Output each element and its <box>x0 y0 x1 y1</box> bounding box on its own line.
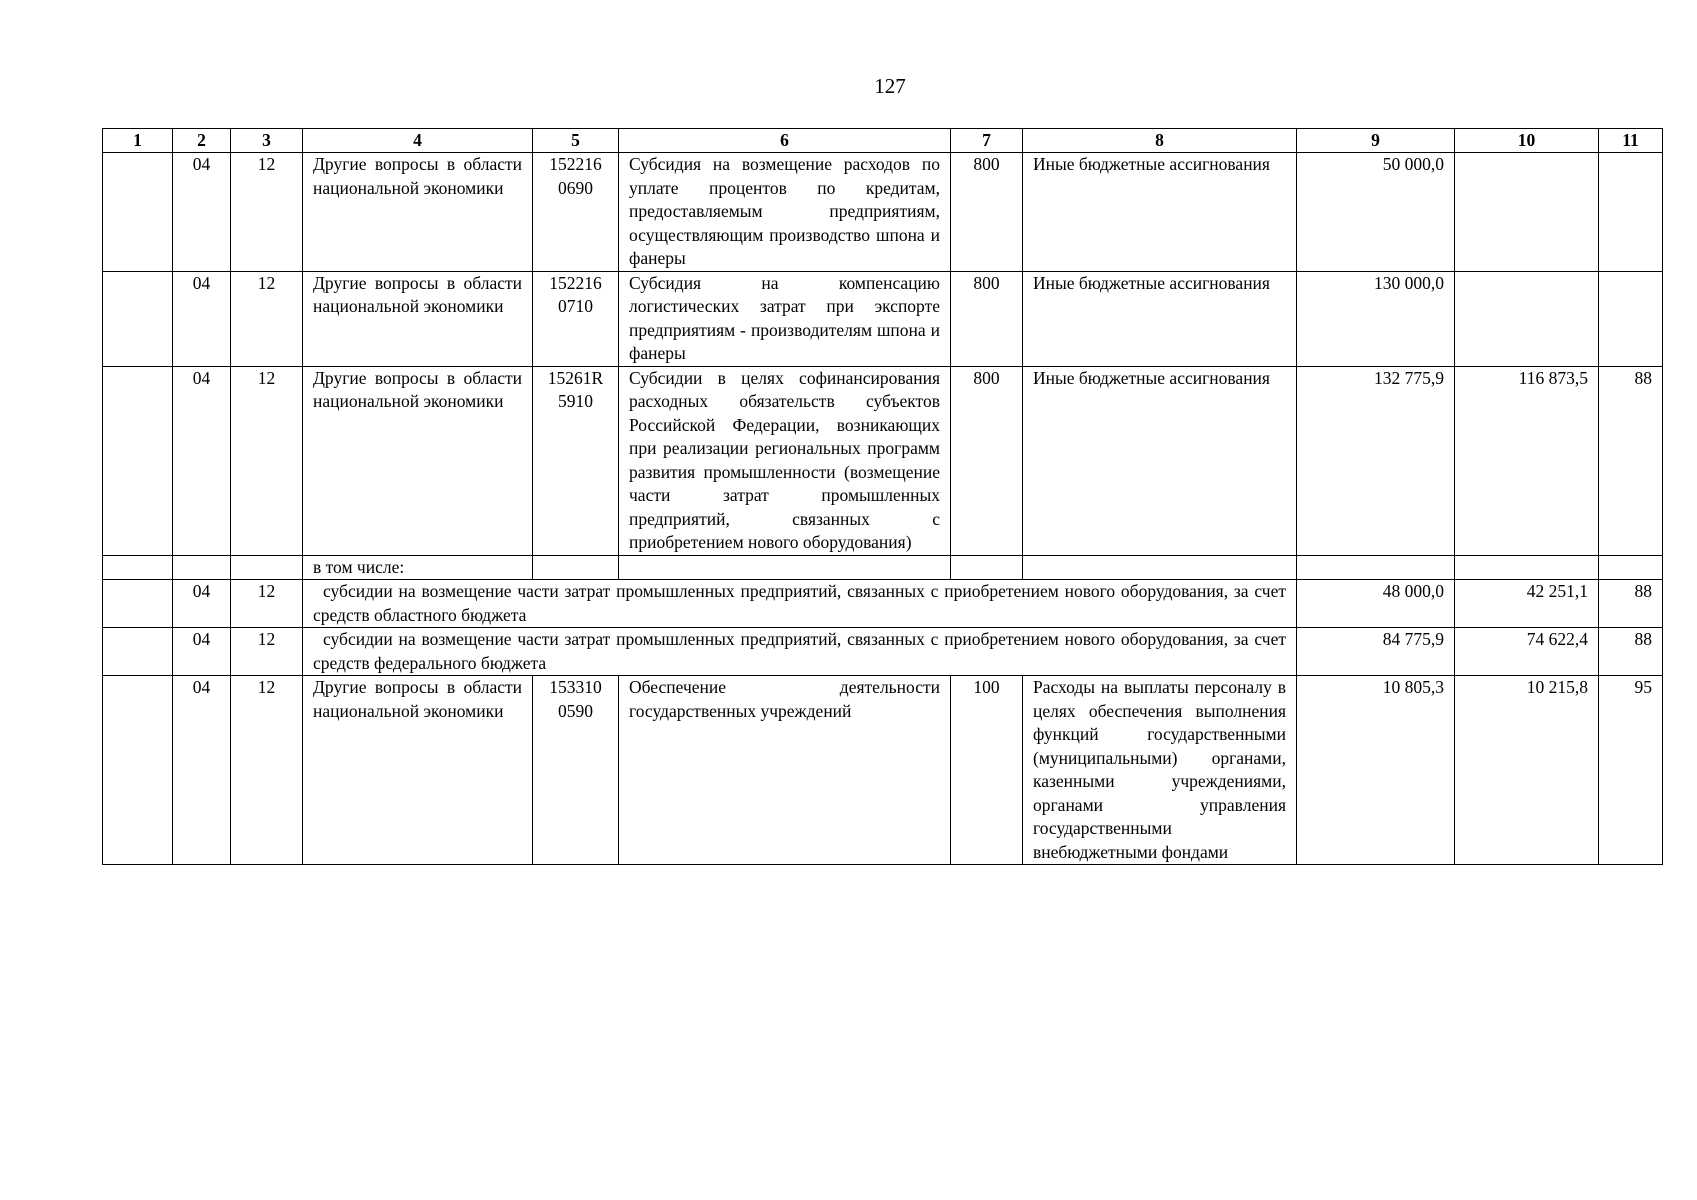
section-code: 04 <box>173 628 231 676</box>
section-code: 04 <box>173 271 231 366</box>
sub-row-text: субсидии на возмещение части затрат промышленных предприятий, связанных с приобретением нового оборудования, за счет средств областного бюджета <box>303 580 1297 628</box>
planned-amount: 132 775,9 <box>1297 366 1455 555</box>
actual-amount: 116 873,5 <box>1455 366 1599 555</box>
section-code: 04 <box>173 676 231 865</box>
col-header: 7 <box>951 129 1023 153</box>
section-name: Другие вопросы в области национальной экономики <box>303 676 533 865</box>
expense-name: Субсидии в целях софинансирования расходных обязательств субъектов Российской Федерации, возникающих при реализации региональных программ развития промышленности (возмещение части затрат промышленных предприятий, связанных с приобретением нового оборудования) <box>619 366 951 555</box>
budget-table <box>102 128 1663 865</box>
expense-type-name: Иные бюджетные ассигнования <box>1023 153 1297 272</box>
col-header: 2 <box>173 129 231 153</box>
section-name: Другие вопросы в области национальной экономики <box>303 271 533 366</box>
planned-amount: 50 000,0 <box>1297 153 1455 272</box>
subsection-code: 12 <box>231 676 303 865</box>
section-name: Другие вопросы в области национальной экономики <box>303 153 533 272</box>
section-code: 04 <box>173 580 231 628</box>
expense-type-code: 800 <box>951 153 1023 272</box>
subsection-code: 12 <box>231 153 303 272</box>
percent-executed: 88 <box>1599 580 1663 628</box>
planned-amount: 130 000,0 <box>1297 271 1455 366</box>
subsection-code: 12 <box>231 271 303 366</box>
target-code: 152216 0710 <box>533 271 619 366</box>
target-code: 15261R 5910 <box>533 366 619 555</box>
col-header: 6 <box>619 129 951 153</box>
col-header: 10 <box>1455 129 1599 153</box>
expense-type-code: 800 <box>951 271 1023 366</box>
sub-row <box>103 628 1663 676</box>
expense-type-name: Иные бюджетные ассигнования <box>1023 366 1297 555</box>
target-code: 152216 0690 <box>533 153 619 272</box>
planned-amount: 48 000,0 <box>1297 580 1455 628</box>
table-row <box>103 366 1663 555</box>
including-row <box>103 555 1663 580</box>
section-code: 04 <box>173 153 231 272</box>
percent-executed: 88 <box>1599 366 1663 555</box>
header-row <box>103 129 1663 153</box>
percent-executed: 88 <box>1599 628 1663 676</box>
section-code: 04 <box>173 366 231 555</box>
expense-type-name: Иные бюджетные ассигнования <box>1023 271 1297 366</box>
expense-type-code: 100 <box>951 676 1023 865</box>
col-header: 1 <box>103 129 173 153</box>
table-row <box>103 676 1663 865</box>
expense-name: Субсидия на возмещение расходов по уплате процентов по кредитам, предоставляемым предприятиям, осуществляющим производство шпона и фанеры <box>619 153 951 272</box>
percent-executed: 95 <box>1599 676 1663 865</box>
col-header: 11 <box>1599 129 1663 153</box>
percent-executed <box>1599 271 1663 366</box>
actual-amount <box>1455 153 1599 272</box>
actual-amount: 10 215,8 <box>1455 676 1599 865</box>
col-header: 8 <box>1023 129 1297 153</box>
col-header: 3 <box>231 129 303 153</box>
subsection-code: 12 <box>231 628 303 676</box>
including-label: в том числе: <box>303 555 533 580</box>
expense-name: Обеспечение деятельности государственных учреждений <box>619 676 951 865</box>
col-header: 4 <box>303 129 533 153</box>
sub-row-text: субсидии на возмещение части затрат промышленных предприятий, связанных с приобретением нового оборудования, за счет средств федерального бюджета <box>303 628 1297 676</box>
planned-amount: 10 805,3 <box>1297 676 1455 865</box>
sub-row <box>103 580 1663 628</box>
actual-amount: 74 622,4 <box>1455 628 1599 676</box>
page-number: 127 <box>874 74 906 98</box>
expense-type-name: Расходы на выплаты персоналу в целях обеспечения выполнения функций государственными (муниципальными) органами, казенными учреждениями, органами управления государственными внебюджетными фондами <box>1023 676 1297 865</box>
subsection-code: 12 <box>231 580 303 628</box>
table-row <box>103 153 1663 272</box>
percent-executed <box>1599 153 1663 272</box>
actual-amount <box>1455 271 1599 366</box>
col-header: 9 <box>1297 129 1455 153</box>
actual-amount: 42 251,1 <box>1455 580 1599 628</box>
expense-type-code: 800 <box>951 366 1023 555</box>
col-header: 5 <box>533 129 619 153</box>
subsection-code: 12 <box>231 366 303 555</box>
table-row <box>103 271 1663 366</box>
planned-amount: 84 775,9 <box>1297 628 1455 676</box>
section-name: Другие вопросы в области национальной экономики <box>303 366 533 555</box>
expense-name: Субсидия на компенсацию логистических затрат при экспорте предприятиям - производителям шпона и фанеры <box>619 271 951 366</box>
target-code: 153310 0590 <box>533 676 619 865</box>
